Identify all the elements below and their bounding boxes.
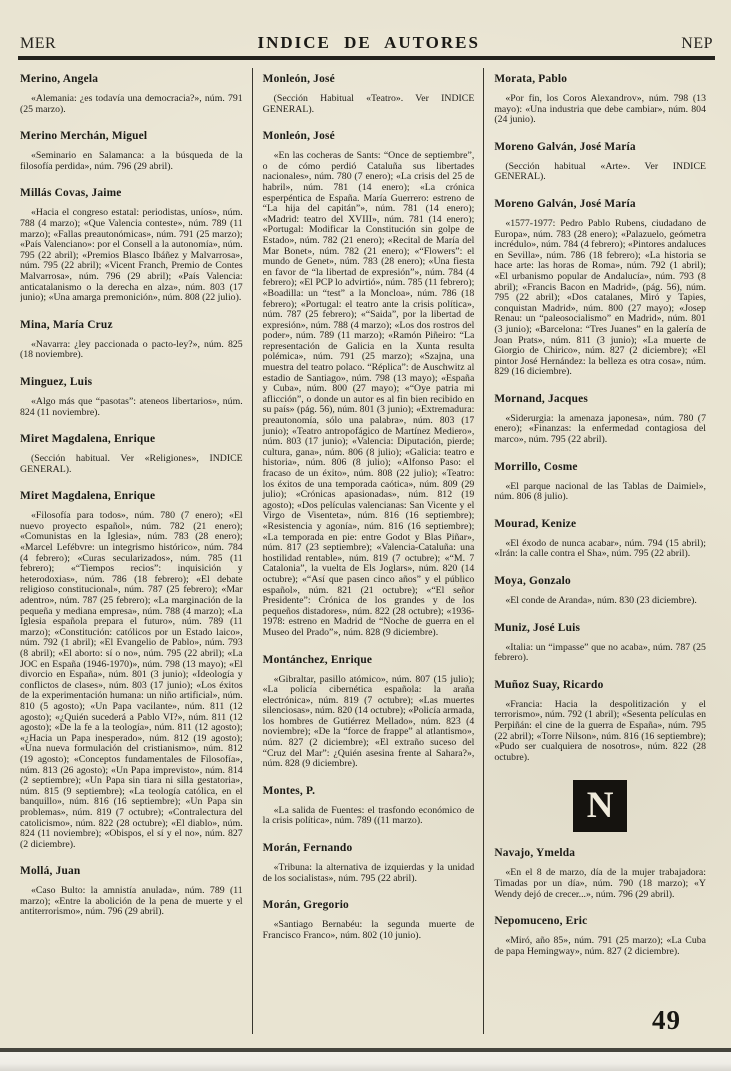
author-heading: Nepomuceno, Eric xyxy=(494,915,588,928)
author-heading: Mornand, Jacques xyxy=(494,392,589,405)
entry-text: «Algo más que “pasotas”: ateneos libertarios», núm. 824 (11 noviembre). xyxy=(20,395,243,418)
entry-text: «Siderurgia: la amenaza japonesa», núm. 780 (7 enero); «Finanzas: la enfermedad contagiosa del marco», núm. 795 (22 abril). xyxy=(494,412,706,446)
page-bottom-edge xyxy=(0,1048,731,1071)
author-heading: Moreno Galván, José María xyxy=(494,140,636,153)
author-heading: Miret Magdalena, Enrique xyxy=(20,433,156,446)
entry-text: «La salida de Fuentes: el trasfondo económico de la crisis política», núm. 789 ((11 marzo). xyxy=(262,804,475,827)
entry-text: «En el 8 de marzo, día de la mujer trabajadora: Timadas por un día», núm. 790 (18 marzo); «Y Wendy dejó de crecer...», núm. 796 (29 abril). xyxy=(494,867,706,900)
entry-text: «1577-1977: Pedro Pablo Rubens, ciudadano de Europa», núm. 783 (28 enero); «Palazuelo, geómetra incrédulo», núm. 784 (4 febrero); «Pintores andaluces en Sevilla», núm. 786 (18 febrero); «La historia se hace arte: las horas de Roma», núm. 792 (1 abril); «El urbanismo popular de Andalucía», núm. 793 (8 abril); «Francis Bacon en Madrid», (pág. 56), núm. 795 (22 abril); «Dos catalanes, Miró y Tapies, conquistan Madrid», núm. 800 (27 mayo); «Josep Renau: un “paleosocialismo” en Madrid», núm. 801 (3 junio); «Barcelona: “Tres Juanes” en la galería de Joan Prats», núm. 811 (3 junio); «La muerte de Giorgio de Chirico», núm. 827 (2 diciembre); «El pintor José Hernández: la belleza es otra cosa», núm. 829 (16 diciembre). xyxy=(494,217,706,378)
page-header xyxy=(20,33,713,53)
entry-text: «En las cocheras de Sants: “Once de septiembre”, o de cómo perdió Cataluña sus libertades nacionales», núm. 780 (7 enero); «La crisis del 25 de habril», núm. 781 (14 enero); «La crónica esperpéntica de España. María Guerrero: estreno de “La hija del capitán”», núm. 781 (14 enero); «Madrid: teatro del XVIII», núm. 781 (14 enero); «Portugal: Modificar la Constitución sin golpe de Estado», núm. 782 (21 enero); «Recital de María del Mar Bonet», núm. 782 (21 enero); «“Flowers”: el mundo de Genet», núm. 783 (28 enero); «Una fiesta en favor de “la libertad de expresión”», núm. 784 (4 febrero); «El PCP lo advirtió», núm. 785 (11 febrero); «Boadilla: un “test” a la Moncloa», núm. 786 (18 febrero); «Portugal: el teatro ante la crisis política», núm. 787 (25 febrero); «“Saida”, por la libertad de expresión», núm. 788 (4 marzo); «Los dos rostros del poder», núm. 789 (11 marzo); «Ramón Piñeiro: “La representación de Galicia en la Xunta resulta polémica», núm. 791 (25 marzo); «Szajna, una muestra del teatro polaco. “Réplica”: de Auschwitz al estadio de Santiago», núm. 798 (13 mayo); «España y Cuba», núm. 800 (27 mayo); «“Oye patria mi aflicción”, o donde un autor es al fin bien recibido en su país» (pág. 56), núm. 801 (3 junio); «Extremadura: preautonomía, sólo una palabra», núm. 803 (17 junio); «Teatro antropofágico de Martínez Mediero», núm. 803 (17 junio); «Valencia: Diputación, pierde; cultura, gana», núm. 806 (8 julio); «Galicia: teatro e historia», núm. 806 (8 julio); «Alfonso Paso: el fracaso de un éxito», núm. 808 (22 julio); «Teatro: los éxitos de una temporada caótica», núm. 809 (29 julio); «Crónicas apasionadas», núm. 812 (19 agosto); «Dos películas valencianas: San Vicente y el Virgo de Visenteta», núm. 816 (16 septiembre); «Resistencia y agonía», núm. 816 (16 septiembre); «La temporada en pie: entre Godot y Blas Piñar», núm. 817 (23 septiembre); «Valencia-Cataluña: una hostilidad rentable», núm. 819 (7 octubre); «“M. 7 Catalonia”, la vuelta de Els Joglars», núm. 820 (14 octubre); «“Así que pasen cinco años” y el público español», núm. 821 (21 octubre); «“El señor Presidente”: Crónica de los grandes y de los pequeños distadores», núm. 822 (28 octubre); «1936-1978: estreno en Madrid de “Noche de guerra en el Museo del Prado”», núm. 828 (9 diciembre). xyxy=(262,150,475,638)
author-heading: Muñoz Suay, Ricardo xyxy=(494,678,604,691)
header-left-guide-word: MER xyxy=(20,35,57,52)
author-heading: Mourad, Kenize xyxy=(494,517,577,530)
entry-text: (Sección Habitual «Teatro». Ver INDICE GENERAL). xyxy=(262,93,475,115)
author-heading: Morrillo, Cosme xyxy=(494,460,578,473)
header-right-guide-word: NEP xyxy=(681,35,713,52)
entry-text: «Francia: Hacia la despolitización y el terrorismo», núm. 792 (1 abril); «Sesenta películas en Perpiñán: el cine de la guerra de España», núm. 795 (22 abril); «Torre Nilson», núm. 816 (16 septiembre); «Pudo ser cualquiera de nosotros», núm. 822 (28 octubre). xyxy=(494,698,706,763)
author-heading: Moya, Gonzalo xyxy=(494,575,571,588)
entry-text: «Navarra: ¿ley paccionada o pacto-ley?», núm. 825 (18 noviembre). xyxy=(20,338,243,361)
column-3 xyxy=(483,68,715,1034)
author-heading: Minguez, Luis xyxy=(20,375,93,388)
author-heading: Morata, Pablo xyxy=(494,73,568,85)
entry-text: «Por fin, los Coros Alexandrov», núm. 798 (13 mayo): «Una industria que debe cambiar», núm. 804 (24 junio). xyxy=(494,93,706,126)
author-heading: Millás Covas, Jaime xyxy=(20,187,122,200)
columns-container xyxy=(20,68,715,1034)
entry-text: «Seminario en Salamanca: a la búsqueda de la filosofía perdida», núm. 796 (29 abril). xyxy=(20,150,243,172)
author-heading: Mina, María Cruz xyxy=(20,318,113,331)
entry-text: «Hacia el congreso estatal: periodistas, uníos», núm. 788 (4 marzo); «Que Valencia conteste», núm. 789 (11 marzo); «Fallas preautonómicas», núm. 791 (25 marzo); «País Valenciano»: por el Consell a la autonomía», núm. 795 (22 abril); «Premios Blasco Ibáñez y Malvarrosa», núm. 795 (22 abril); «Vicent Franch, Premio de Contes Malvarrosa», núm. 796 (29 abril); «País Valencia: anticatalanismo o la derecha en alza», núm. 803 (17 junio); «Una amarga premonición», núm. 808 (22 julio). xyxy=(20,207,243,304)
section-letter: N xyxy=(573,780,627,832)
entry-text: «Italia: un “impasse” que no acaba», núm. 787 (25 febrero). xyxy=(494,641,706,664)
entry-text: «Alemania: ¿es todavía una democracia?», núm. 791 (25 marzo). xyxy=(20,93,243,115)
author-heading: Moreno Galván, José María xyxy=(494,197,636,210)
author-heading: Montes, P. xyxy=(262,784,316,797)
entry-text: «Caso Bulto: la amnistía anulada», núm. 789 (11 marzo); «Entre la abolición de la pena de muerte y el antiterrorismo», núm. 796 (29 abril). xyxy=(20,885,243,918)
section-letter-box xyxy=(494,780,706,832)
entry-text: «Tribuna: la alternativa de izquierdas y la unidad de los socialistas», núm. 795 (22 abril). xyxy=(262,862,475,884)
author-heading: Muniz, José Luis xyxy=(494,621,581,634)
author-heading: Morán, Fernando xyxy=(262,842,353,855)
page-number: 49 xyxy=(652,1005,681,1035)
entry-text: «Miró, año 85», núm. 791 (25 marzo); «La Cuba de papa Hemingway», núm. 827 (2 diciembre). xyxy=(494,935,706,957)
entry-text: «Filosofía para todos», núm. 780 (7 enero); «El nuevo proyecto español», núm. 782 (21 enero); «Comunistas en la Iglesia», núm. 783 (28 enero); «Marcel Lefébvre: un integrismo histórico», núm. 784 (4 febrero); «Curas secularizados», núm. 785 (11 febrero); «“Tiempos recios”: inquisición y heterodoxias», núm. 786 (18 febrero); «El debate religioso constitucional», núm. 787 (25 febrero); «Mar adentro», núm. 787 (25 febrero); «La marginación de la pequeña y mediana empresa», núm. 788 (4 marzo); «La Iglesia española prepara el futuro», núm. 789 (11 marzo); «Constitución: católicos por un Estado laico», núm. 792 (1 abril); «El Evangelio de Pablo», núm. 793 (8 abril); «El aborto: sí o no», núm. 795 (22 abril); «La JOC en España (1946-1970)», núm. 798 (13 mayo); «El divorcio en España», núm. 801 (3 junio); «Ideología y conflictos de clases», núm. 803 (17 junio); «Los éxitos de la experimentación humana: un niño artificial», núm. 810 (5 agosto); «Un Papa vacilante», núm. 811 (12 agosto); «¿Quién sucederá a Pablo VI?», núm. 811 (12 agosto); «De la fe a la teología», núm. 811 (12 agosto); «¿Hacia un Papa inesperado», núm. 812 (19 agosto); «Una nueva formulación del cristianismo», núm. 812 (19 agosto); «Conceptos fundamentales de Filosofía», núm. 813 (26 agosto); «Un Papa imprevisto», núm. 814 (2 septiembre); «Un Papa sin tiara ni silla gestatoria», núm. 815 (9 septiembre); «La teología católica, en el banquillo», núm. 816 (16 septiembre); «Un Papa sin problemas», núm. 819 (7 octubre); «Contralectura del catolicismo», núm. 822 (28 octubre); «El diablo», núm. 824 (11 noviembre); «Obispos, el sí y el no», núm. 827 (2 diciembre). xyxy=(20,510,243,850)
entry-text: (Sección habitual «Arte». Ver INDICE GENERAL). xyxy=(494,160,706,183)
author-heading: Morán, Gregorio xyxy=(262,899,349,912)
author-heading: Miret Magdalena, Enrique xyxy=(20,490,156,503)
author-heading: Mollá, Juan xyxy=(20,865,81,878)
author-heading: Monleón, José xyxy=(262,73,335,85)
author-heading: Merino, Angela xyxy=(20,73,99,85)
header-rule xyxy=(18,56,715,60)
author-heading: Merino Merchán, Miguel xyxy=(20,130,148,143)
entry-text: (Sección habitual. Ver «Religiones», INDICE GENERAL). xyxy=(20,453,243,475)
entry-text: «El conde de Aranda», núm. 830 (23 diciembre). xyxy=(505,595,697,607)
entry-text: «El parque nacional de las Tablas de Daimiel», núm. 806 (8 julio). xyxy=(494,480,706,503)
page-title: INDICE DE AUTORES xyxy=(257,33,480,52)
entry-text: «Santiago Bernabéu: la segunda muerte de Francisco Franco», núm. 802 (10 junio). xyxy=(262,919,475,941)
author-heading: Montánchez, Enrique xyxy=(262,653,373,666)
author-heading: Navajo, Ymelda xyxy=(494,847,576,860)
entry-text: «Gibraltar, pasillo atómico», núm. 807 (15 julio); «La policía cibernética española: la araña electrónica», núm. 819 (7 octubre); «Las muertes silenciosas», núm. 820 (14 octubre); «Policía armada, los hombres de Gutiérrez Mellado», núm. 823 (4 noviembre); «De la “force de frappe” al atlantismo», núm. 827 (2 diciembre); «El extraño suceso del “Cruz del Mar”: ¿Quién asesina frente al Sahara?», núm. 828 (9 diciembre). xyxy=(262,673,475,770)
column-2 xyxy=(252,68,484,1034)
entry-text: «El éxodo de nunca acabar», núm. 794 (15 abril); «Irán: la calle contra el Sha», núm. 795 (22 abril). xyxy=(494,537,706,560)
author-heading: Monleón, José xyxy=(262,130,335,143)
column-1 xyxy=(20,68,252,1034)
